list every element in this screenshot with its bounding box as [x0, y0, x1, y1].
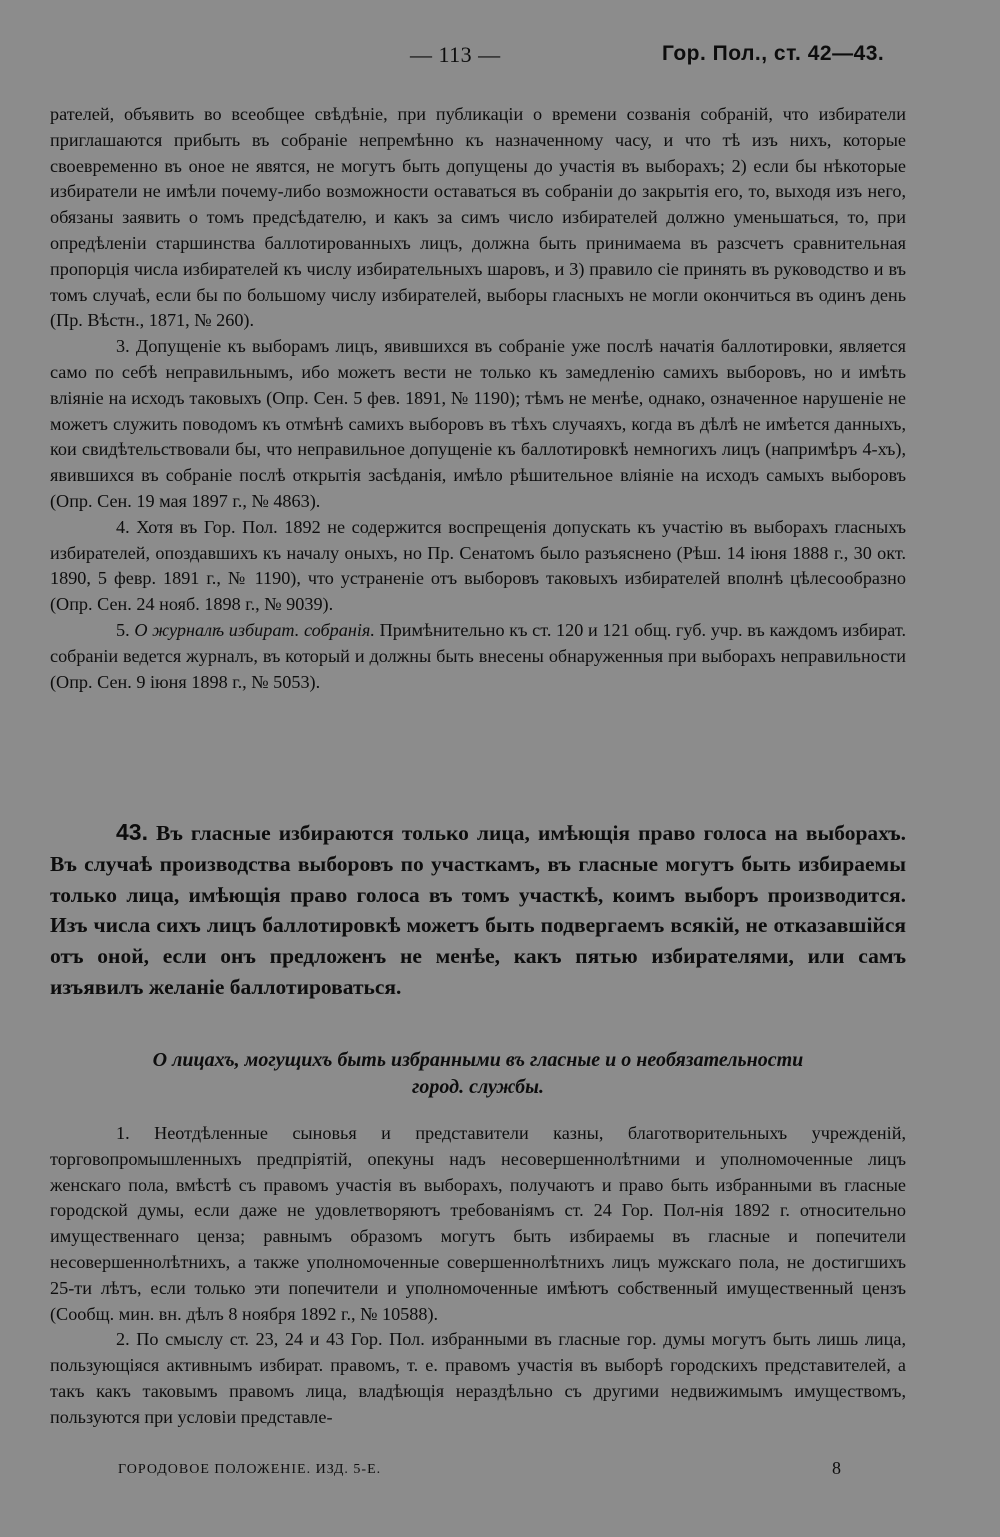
- subheading-line-1: О лицахъ, могущихъ быть избранными въ гласные и о необязательности: [152, 1049, 804, 1071]
- paragraph-5-text: Примѣнительно къ ст. 120 и 121 общ. губ. учр. въ каждомъ избират. собраніи ведется журналъ, въ который и должны быть внесены обнаруженныя при выборахъ неправильности (Опр. Сен. 9 іюня 1898 г., № 5053).: [50, 619, 906, 692]
- article-text: Въ гласные избираются только лица, имѣющія право голоса на выборахъ. Въ случаѣ производства выборовъ по участкамъ, въ гласные могутъ быть избираемы только лица, имѣющія право голоса въ томъ участкѣ, коимъ выборъ производится. Изъ числа сихъ лицъ баллотировкѣ можетъ быть подвергаемъ всякій, не отказавшійся отъ оной, если онъ предложенъ не менѣе, какъ пятью избирателями, или самъ изъявилъ желаніе баллотироваться.: [50, 821, 906, 999]
- footer-signature: ГОРОДОВОЕ ПОЛОЖЕНІЕ. ИЗД. 5-Е.: [118, 1462, 382, 1477]
- article-43-paragraph: [50, 817, 906, 1003]
- paragraph-2: 2. По смыслу ст. 23, 24 и 43 Гор. Пол. избранными въ гласные гор. думы могутъ быть лишь лица, пользующіяся активнымъ избират. правомъ, т. е. правомъ участія въ выборѣ городскихъ представителей, а такъ какъ таковымъ правомъ лица, владѣющія нераздѣльно съ другими недвижимымъ имуществомъ, пользуются при условіи представле-: [50, 1329, 906, 1427]
- paragraph-continued: рателей, объявить во всеобщее свѣдѣніе, при публикаціи о времени созванія собраній, что избиратели приглашаются прибыть въ собраніе непремѣнно къ назначенному часу, и что тѣ изъ нихъ, которые своевременно въ оное не явятся, не могутъ быть допущены до участія въ выборахъ; 2) если бы нѣкоторые избиратели не имѣли почему-либо возможности оставаться въ собраніи до закрытія его, то, выходя изъ него, обязаны заявить о томъ предсѣдателю, и какъ за симъ число избирателей должно уменьшаться, то, при опредѣленіи старшинства баллотированныхъ лицъ, должна быть принимаема въ разсчетъ сравнительная пропорція числа избирателей къ числу избирательныхъ шаровъ, и 3) правило сіе принять въ руководство и въ томъ случаѣ, если бы по большому числу избирателей, выборы гласныхъ не могли окончиться въ одинъ день (Пр. Вѣстн., 1871, № 260).: [50, 104, 906, 331]
- paragraph-1: 1. Неотдѣленные сыновья и представители казны, благотворительныхъ учрежденій, торговопромышленныхъ предпріятій, опекуны надъ несовершеннолѣтними и уполномоченные лицъ женскаго пола, вмѣстѣ съ правомъ участія въ выборахъ, получаютъ и право быть избранными въ гласные городской думы, если даже не удовлетворяютъ требованіямъ ст. 24 Гор. Пол-нія 1892 г. относительно имущественнаго ценза; равнымъ образомъ могутъ быть избираемы въ гласные и попечители несовершеннолѣтнихъ, а также уполномоченные совершеннолѣтнихъ лицъ мужскаго пола, не достигшихъ 25-ти лѣтъ, если только эти попечители и уполномоченные имѣютъ собственный имущественный цензъ (Сообщ. мин. вн. дѣлъ 8 ноября 1892 г., № 10588).: [50, 1123, 906, 1324]
- paragraph-5: [50, 618, 906, 695]
- commentary-section-42: [50, 102, 906, 695]
- section-subheading: [50, 1047, 906, 1101]
- running-header: Гор. Пол., ст. 42—43.: [662, 42, 885, 65]
- signature-mark: 8: [832, 1458, 841, 1478]
- paragraph-5-title: О журналѣ избират. собранія.: [134, 619, 375, 640]
- subheading-line-2: город. службы.: [412, 1076, 544, 1098]
- paragraph-3: 3. Допущеніе къ выборамъ лицъ, явившихся въ собраніе уже послѣ начатія баллотировки, является само по себѣ неправильнымъ, ибо можетъ вести не только къ замедленію самихъ выборовъ, но и имѣть вліяніе на исходъ таковыхъ (Опр. Сен. 5 фев. 1891, № 1190); тѣмъ не менѣе, однако, означенное нарушеніе не можетъ служить поводомъ къ отмѣнѣ самихъ выборовъ въ тѣхъ случаяхъ, когда въ дѣлѣ не имѣется данныхъ, кои свидѣтельствовали бы, что неправильное допущеніе къ баллотировкѣ немногихъ лицъ (напримѣръ 4-хъ), явившихся въ собраніе послѣ открытія засѣданія, имѣло рѣшительное вліяніе на исходъ самыхъ выборовъ (Опр. Сен. 19 мая 1897 г., № 4863).: [50, 336, 906, 511]
- commentary-section-43: [50, 1121, 906, 1431]
- article-number: 43.: [116, 819, 148, 845]
- paragraph-5-number: 5.: [116, 619, 130, 640]
- paragraph-4: 4. Хотя въ Гор. Пол. 1892 не содержится воспрещенія допускать къ участію въ выборахъ гласныхъ избирателей, опоздавшихъ къ началу оныхъ, но Пр. Сенатомъ было разъяснено (Рѣш. 14 іюня 1888 г., 30 окт. 1890, 5 февр. 1891 г., № 1190), что устраненіе отъ выборовъ таковыхъ избирателей вполнѣ цѣлесообразно (Опр. Сен. 24 нояб. 1898 г., № 9039).: [50, 516, 906, 615]
- page-number: — 113 —: [410, 42, 501, 67]
- article-43: [50, 817, 906, 1003]
